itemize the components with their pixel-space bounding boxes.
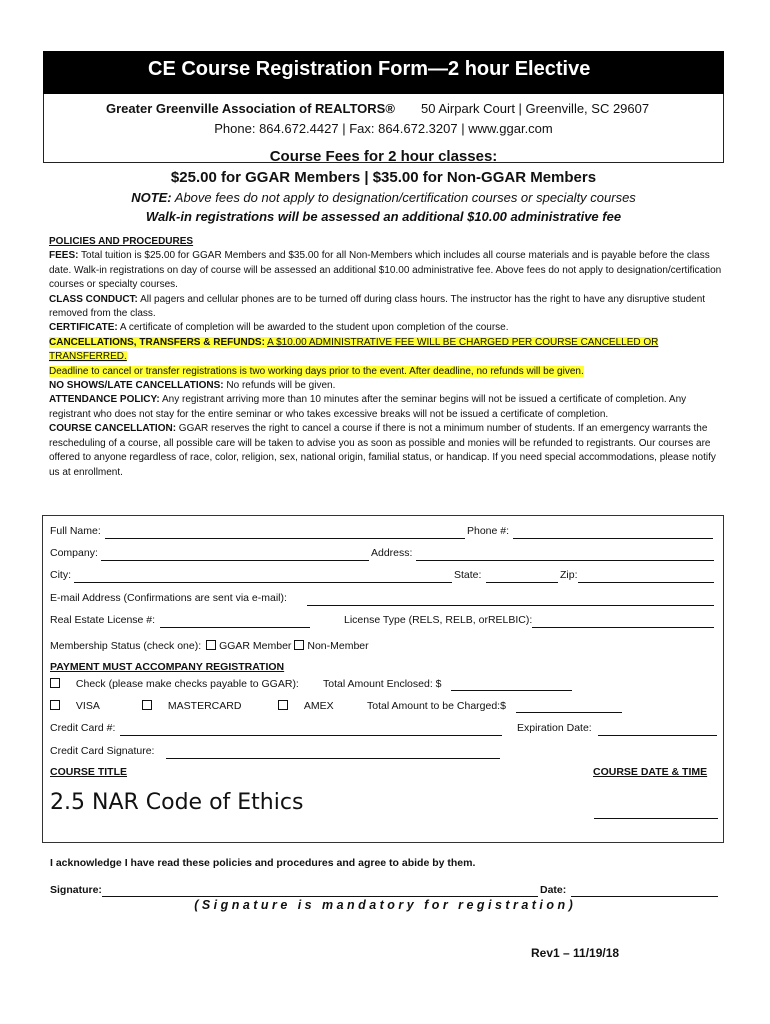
fees-heading: Course Fees for 2 hour classes:: [269, 148, 498, 165]
license-field[interactable]: [160, 627, 310, 628]
credit-card-field[interactable]: [120, 735, 502, 736]
fees-note: [43, 190, 724, 205]
total-charged-field[interactable]: [516, 712, 622, 713]
license-type-field[interactable]: [532, 627, 714, 628]
course-date-label: COURSE DATE & TIME: [593, 766, 708, 778]
revision-label: Rev1 – 11/19/18: [531, 946, 620, 960]
signature-field[interactable]: [102, 896, 538, 897]
check-checkbox[interactable]: [50, 678, 60, 688]
membership-label: Membership Status (check one):: [50, 640, 202, 652]
cc-signature-label: Credit Card Signature:: [50, 745, 155, 757]
full-name-field[interactable]: [105, 538, 465, 539]
check-label: Check (please make checks payable to GGAR):: [75, 678, 299, 690]
mastercard-option: [142, 700, 241, 712]
total-charged-label: Total Amount to be Charged:$: [367, 700, 506, 712]
policy-conduct: CLASS CONDUCT: All pagers and cellular phones are to be turned off during class hours. The instructor has the right to have any disruptive student removed from the class.: [49, 293, 706, 320]
acknowledge-text: I acknowledge I have read these policies and procedures and agree to abide by them.: [50, 857, 476, 869]
address-label: Address:: [371, 547, 413, 559]
amex-label: AMEX: [303, 700, 334, 712]
company-label: Company:: [50, 547, 98, 559]
company-field[interactable]: [101, 560, 369, 561]
phone-label: Phone #:: [467, 525, 510, 537]
fees-amounts: $25.00 for GGAR Members | $35.00 for Non-GGAR Members: [170, 169, 597, 186]
amex-checkbox[interactable]: [278, 700, 288, 710]
state-label: State:: [454, 569, 482, 581]
payment-heading: PAYMENT MUST ACCOMPANY REGISTRATION: [50, 661, 285, 673]
date-label: Date:: [540, 884, 567, 896]
license-label: Real Estate License #:: [50, 614, 156, 626]
signature-label: Signature:: [50, 884, 102, 896]
ggar-member-checkbox[interactable]: [206, 640, 216, 650]
note-text: Above fees do not apply to designation/certification courses or specialty courses: [171, 190, 636, 205]
expiration-field[interactable]: [598, 735, 717, 736]
full-name-label: Full Name:: [50, 525, 101, 537]
note-label: NOTE:: [131, 190, 172, 205]
total-enclosed-label: Total Amount Enclosed: $: [323, 678, 442, 690]
city-field[interactable]: [74, 582, 452, 583]
org-name: Greater Greenville Association of REALTORS®: [106, 101, 395, 116]
address-field[interactable]: [416, 560, 714, 561]
policy-fees: FEES: Total tuition is $25.00 for GGAR Members and $35.00 for all Non-Members which includes all course materials and is payable before the class date. Walk-in registrations on day of course will be assessed an additional $10.00 administrative fee. Above fees do not apply to designation/certification courses or specialty courses.: [49, 250, 722, 291]
course-title-label: COURSE TITLE: [50, 766, 128, 778]
total-enclosed-field[interactable]: [451, 690, 572, 691]
policy-attendance: ATTENDANCE POLICY: Any registrant arriving more than 10 minutes after the seminar begins will not be issued a certificate of completion. Any registrant who does not stay for the entire seminar or who takes excessive breaks will not be issued a certificate of completion.: [49, 394, 687, 420]
course-title-value: 2.5 NAR Code of Ethics: [50, 790, 304, 815]
city-label: City:: [50, 569, 71, 581]
cc-signature-field[interactable]: [166, 758, 500, 759]
policy-course-cancellation: COURSE CANCELLATION: GGAR reserves the right to cancel a course if there is not a minimum number of students. If an emergency warrants the rescheduling of a course, all possible care will be taken to advise you as soon as possible and monies will be refunded to registrants. Our courses are offered to anyone regardless of race, color, religion, sex, national origin, familial status, or handicap. If you need special accommodations, please notify us at enrollment.: [49, 423, 716, 478]
ggar-member-label: GGAR Member: [219, 640, 292, 652]
org-contact: Phone: 864.672.4427 | Fax: 864.672.3207 | www.ggar.com: [214, 121, 553, 136]
visa-checkbox[interactable]: [50, 700, 60, 710]
email-label: E-mail Address (Confirmations are sent via e-mail):: [50, 592, 287, 604]
zip-label: Zip:: [560, 569, 578, 581]
phone-field[interactable]: [513, 538, 713, 539]
policy-cancellations: CANCELLATIONS, TRANSFERS & REFUNDS: A $10.00 ADMINISTRATIVE FEE WILL BE CHARGED PER COURSE CANCELLED OR TRANSFERRED. Deadline to cancel or transfer registrations is two working days prior to the event. After deadline, no refunds will be given.: [49, 336, 659, 377]
amex-option: [278, 700, 334, 712]
email-field[interactable]: [307, 605, 714, 606]
license-type-label: License Type (RELS, RELB, orRELBIC):: [344, 614, 533, 626]
non-member-label: Non-Member: [307, 640, 369, 652]
mastercard-label: MASTERCARD: [167, 700, 242, 712]
visa-label: VISA: [75, 700, 100, 712]
expiration-label: Expiration Date:: [517, 722, 592, 734]
date-field[interactable]: [571, 896, 718, 897]
non-member-checkbox[interactable]: [294, 640, 304, 650]
mastercard-checkbox[interactable]: [142, 700, 152, 710]
visa-option: [50, 700, 100, 712]
policy-noshows: NO SHOWS/LATE CANCELLATIONS: No refunds will be given.: [49, 380, 336, 392]
membership-row: [50, 640, 369, 652]
org-address: 50 Airpark Court | Greenville, SC 29607: [421, 101, 650, 116]
signature-mandatory-note: ( S i g n a t u r e i s m a n d a t o r y f o r r e g i s t r a t i o n ): [194, 898, 573, 912]
policies-heading: POLICIES AND PROCEDURES: [49, 236, 194, 247]
state-field[interactable]: [486, 582, 558, 583]
form-title: CE Course Registration Form—2 hour Elective: [148, 58, 591, 80]
zip-field[interactable]: [578, 582, 714, 583]
credit-card-label: Credit Card #:: [50, 722, 116, 734]
check-option: [50, 678, 299, 690]
walkin-note: Walk-in registrations will be assessed an additional $10.00 administrative fee: [145, 209, 622, 224]
course-date-field[interactable]: [594, 818, 718, 819]
policy-certificate: CERTIFICATE: A certificate of completion will be awarded to the student upon completion of the course.: [49, 322, 509, 334]
policies-section: [49, 235, 729, 480]
